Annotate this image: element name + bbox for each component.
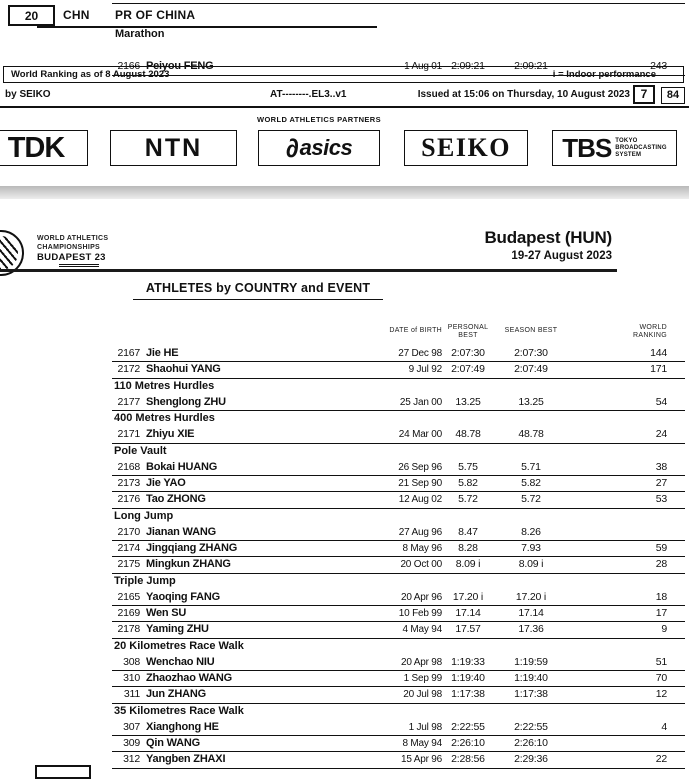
date-of-birth: 24 Mar 00 <box>398 429 442 441</box>
column-header-line: WORLD <box>639 324 667 331</box>
season-best: 2:26:10 <box>514 737 548 749</box>
tbs-logo-text: TBS <box>562 132 612 163</box>
bib-number: 307 <box>123 720 140 733</box>
world-ranking-value: 18 <box>655 590 667 603</box>
bib-number: 308 <box>123 655 140 668</box>
world-ranking-value: 59 <box>655 542 667 554</box>
personal-best: 1:19:33 <box>451 655 485 668</box>
personal-best: 2:28:56 <box>451 753 485 766</box>
document-code: AT--------.EL3..v1 <box>270 89 347 100</box>
season-best: 5.72 <box>521 493 541 506</box>
event-name: Marathon <box>115 28 165 40</box>
table-row <box>112 752 685 768</box>
table-row <box>112 687 685 703</box>
country-rank-box: 20 <box>8 5 55 26</box>
event-name: 35 Kilometres Race Walk <box>114 704 244 717</box>
world-ranking-value: 171 <box>650 363 667 376</box>
personal-best: 2:22:55 <box>451 720 485 733</box>
bib-number: 2165 <box>117 590 140 603</box>
date-of-birth: 4 May 94 <box>402 624 442 636</box>
event-name: 110 Metres Hurdles <box>114 379 215 392</box>
personal-best: 2:07:30 <box>451 347 485 359</box>
athlete-table-body <box>112 346 685 769</box>
athlete-name: Shaohui YANG <box>146 363 221 376</box>
personal-best: 5.72 <box>458 493 478 506</box>
date-of-birth: 8 May 96 <box>402 543 442 554</box>
world-ranking-value: 9 <box>661 623 667 636</box>
table-row <box>112 346 685 362</box>
world-ranking-value: 12 <box>655 688 667 701</box>
column-header-personal-best <box>443 324 493 340</box>
date-of-birth: 20 Jul 98 <box>403 689 442 701</box>
world-ranking-value: 70 <box>655 672 667 684</box>
world-ranking-value: 243 <box>650 60 667 73</box>
world-ranking-value <box>610 0 667 3</box>
country-code: CHN <box>63 8 90 22</box>
bib-number: 2170 <box>117 525 140 538</box>
personal-best: 48.78 <box>455 428 481 441</box>
logo-line: CHAMPIONSHIPS <box>37 243 101 251</box>
season-best: 7.93 <box>521 542 541 554</box>
tbs-subtitle-line: SYSTEM <box>615 151 642 158</box>
athlete-name: Qin WANG <box>146 737 201 749</box>
athlete-name: Wen SU <box>146 607 187 619</box>
personal-best: 17.57 <box>455 623 481 636</box>
table-row <box>112 622 685 638</box>
table-row <box>112 590 685 606</box>
season-best: 2:22:55 <box>514 720 548 733</box>
date-of-birth: 1 Aug 01 <box>404 61 442 73</box>
column-header-season-best: SEASON BEST <box>504 327 558 334</box>
athlete-name: Jie YAO <box>146 477 186 489</box>
bib-number: 2177 <box>117 395 140 408</box>
athlete-name: Xianghong HE <box>146 720 219 733</box>
world-ranking-value: 28 <box>655 558 667 571</box>
athlete-name: Jingqiang ZHANG <box>146 542 238 554</box>
world-ranking-note-box <box>3 66 684 83</box>
date-of-birth: 20 Apr 96 <box>400 591 442 603</box>
date-of-birth: 20 Oct 00 <box>400 559 442 571</box>
season-best: 8.09 i <box>518 558 544 571</box>
season-best: 2:09:21 <box>514 60 548 73</box>
event-header-row <box>112 444 685 460</box>
world-ranking-value: 4 <box>661 720 667 733</box>
table-row <box>112 655 685 671</box>
bib-number: 2169 <box>117 607 140 619</box>
date-of-birth: 12 Aug 02 <box>398 494 442 506</box>
asics-logo-text: asics <box>299 135 353 160</box>
bib-number: 2171 <box>117 428 140 441</box>
athlete-name: Jun ZHANG <box>146 688 206 701</box>
page-number-box: 7 <box>633 85 655 104</box>
season-best: 2:07:30 <box>514 347 548 359</box>
athlete-name: Mingkun ZHANG <box>146 558 231 571</box>
event-name: Pole Vault <box>114 444 167 457</box>
event-header-row <box>112 704 685 720</box>
bib-number: 2168 <box>117 460 140 473</box>
athlete-name: Shenglong ZHU <box>146 395 226 408</box>
tbs-subtitle-line: TOKYO <box>615 137 638 144</box>
world-ranking-value: 54 <box>655 395 667 408</box>
table-row <box>112 525 685 541</box>
personal-best: 5.75 <box>458 460 478 473</box>
date-of-birth: 15 Apr 96 <box>400 754 442 766</box>
date-of-birth: 10 Feb 99 <box>398 608 442 619</box>
table-row <box>112 671 685 687</box>
seiko-logo-text: SEIKO <box>421 133 511 162</box>
table-row <box>112 736 685 752</box>
page-title: ATHLETES by COUNTRY and EVENT <box>133 281 383 300</box>
bib-number: 311 <box>123 688 140 701</box>
world-ranking-value: 27 <box>655 477 667 489</box>
bib-number: 312 <box>123 753 140 766</box>
header-rule <box>0 269 617 272</box>
event-header-row <box>112 509 685 525</box>
bib-number: 2178 <box>117 623 140 636</box>
athlete-name: Zhaozhao WANG <box>146 672 233 684</box>
table-row <box>112 427 685 443</box>
date-of-birth: 25 Jan 00 <box>399 396 442 408</box>
event-header-row <box>112 574 685 590</box>
tdk-logo <box>0 130 88 166</box>
country-name: PR OF CHINA <box>115 8 196 22</box>
world-ranking-value: 38 <box>655 460 667 473</box>
ranking-note: World Ranking as of 8 August 2023 <box>11 69 170 80</box>
personal-best: 1:19:40 <box>451 672 485 684</box>
world-ranking-value: 22 <box>655 753 667 766</box>
column-header-date-of-birth: DATE of BIRTH <box>389 327 442 334</box>
table-row <box>112 720 685 736</box>
athlete-name: Zhiyu XIE <box>146 428 195 441</box>
world-ranking-value: 17 <box>655 607 667 619</box>
tbs-logo <box>552 130 677 166</box>
event-header-row <box>112 411 685 427</box>
personal-best: 17.14 <box>455 607 481 619</box>
event-header-row <box>112 639 685 655</box>
date-of-birth: 20 Apr 98 <box>400 656 442 668</box>
event-name: 20 Kilometres Race Walk <box>114 639 244 652</box>
date-of-birth: 8 May 94 <box>402 738 442 749</box>
world-ranking-value: 53 <box>655 493 667 506</box>
personal-best: 8.28 <box>458 542 478 554</box>
season-best: 17.36 <box>518 623 544 636</box>
table-row <box>112 541 685 557</box>
footer-rule <box>0 106 689 108</box>
season-best: 8.26 <box>521 525 541 538</box>
clipped-table-row <box>112 0 685 4</box>
asics-logo <box>258 130 380 166</box>
athlete-name: Jianan WANG <box>146 525 216 538</box>
athlete-name: Yangben ZHAXI <box>146 753 226 766</box>
personal-best: 2:07:49 <box>451 363 485 376</box>
timing-credit: by SEIKO <box>5 89 51 100</box>
partners-label: WORLD ATHLETICS PARTNERS <box>256 115 382 124</box>
season-best: 17.20 i <box>515 590 547 603</box>
personal-best: 2:26:10 <box>451 737 485 749</box>
seiko-logo <box>404 130 528 166</box>
date-of-birth: 9 Jul 92 <box>408 364 442 376</box>
date-of-birth: 1 Jul 98 <box>408 721 442 733</box>
athlete-name: Jie HE <box>146 347 179 359</box>
logo-line: BUDAPEST 23 <box>37 252 106 263</box>
bib-number: 2176 <box>117 493 140 506</box>
page-separator-band <box>0 186 689 199</box>
ntn-logo <box>110 130 237 166</box>
table-row <box>112 460 685 476</box>
event-header-row <box>112 379 685 395</box>
season-best: 1:17:38 <box>514 688 548 701</box>
athlete-name: Yaming ZHU <box>146 623 209 636</box>
athlete-name: Bokai HUANG <box>146 460 218 473</box>
host-city: Budapest (HUN) <box>484 228 612 247</box>
bib-number: 2167 <box>117 347 140 359</box>
asics-swirl-icon: ∂ <box>285 132 299 163</box>
tbs-subtitle <box>615 138 666 159</box>
personal-best: 13.25 <box>455 395 481 408</box>
bib-number: 2166 <box>117 60 140 73</box>
bib-number: 310 <box>123 672 140 684</box>
world-ranking-value: 51 <box>655 655 667 668</box>
tdk-logo-text: TDK <box>7 131 65 164</box>
column-header-world-ranking <box>610 324 667 340</box>
date-of-birth: 21 Sep 90 <box>398 478 442 489</box>
athlete-name <box>146 0 254 3</box>
personal-best: 8.09 i <box>455 558 481 571</box>
season-best: 48.78 <box>518 428 544 441</box>
personal-best: 5.82 <box>458 477 478 489</box>
bib-number: 2174 <box>117 542 140 554</box>
bib-number: 2172 <box>117 363 140 376</box>
column-header-line: RANKING <box>633 332 667 339</box>
table-row <box>112 395 685 411</box>
country-underline <box>37 26 377 28</box>
world-ranking-value: 144 <box>650 347 667 359</box>
total-pages-box: 84 <box>661 87 685 104</box>
season-best: 1:19:59 <box>514 655 548 668</box>
bib-number: 2175 <box>117 558 140 571</box>
season-best: 17.14 <box>518 607 544 619</box>
athlete-name: Peiyou FENG <box>146 60 214 73</box>
date-of-birth: 1 Sep 99 <box>403 673 442 684</box>
table-row <box>112 557 685 573</box>
logo-underline <box>59 264 99 267</box>
table-row <box>112 492 685 508</box>
table-row <box>112 362 685 378</box>
athlete-name: Yaoqing FANG <box>146 590 220 603</box>
season-best: 2:07:49 <box>514 363 548 376</box>
event-name: Triple Jump <box>114 574 176 587</box>
athlete-name: Tao ZHONG <box>146 493 206 506</box>
season-best: 13.25 <box>518 395 544 408</box>
bib-number: 2173 <box>117 477 140 489</box>
next-country-rank-box <box>35 765 91 779</box>
event-name: Long Jump <box>114 509 174 522</box>
season-best: 5.71 <box>521 460 541 473</box>
ntn-logo-text: NTN <box>144 133 203 162</box>
personal-best: 2:09:21 <box>451 60 485 73</box>
bib-number <box>112 0 140 3</box>
season-best: 5.82 <box>521 477 541 489</box>
athlete-name: Wenchao NIU <box>146 655 215 668</box>
season-best: 1:19:40 <box>514 672 548 684</box>
table-row <box>112 476 685 492</box>
season-best: 2:29:36 <box>514 753 548 766</box>
logo-line: WORLD ATHLETICS <box>37 235 109 242</box>
emblem-pattern <box>0 236 18 270</box>
date-of-birth: 27 Aug 96 <box>398 526 442 538</box>
event-dates: 19-27 August 2023 <box>511 250 612 262</box>
personal-best: 17.20 i <box>452 590 484 603</box>
championships-logo <box>37 235 108 267</box>
personal-best: 8.47 <box>458 525 478 538</box>
table-row <box>112 606 685 622</box>
column-header-line: PERSONAL <box>447 324 489 331</box>
column-header-line: BEST <box>458 332 478 339</box>
event-location-block <box>484 228 612 262</box>
issued-timestamp: Issued at 15:06 on Thursday, 10 August 2023 <box>417 89 630 100</box>
bib-number: 309 <box>123 737 140 749</box>
date-of-birth: 27 Dec 98 <box>398 348 442 359</box>
indoor-note: i = Indoor performance <box>552 69 656 80</box>
event-name: 400 Metres Hurdles <box>114 412 215 424</box>
tbs-subtitle-line: BROADCASTING <box>615 144 667 151</box>
world-ranking-value: 24 <box>655 428 667 441</box>
personal-best: 1:17:38 <box>451 688 485 701</box>
date-of-birth: 26 Sep 96 <box>398 461 442 473</box>
